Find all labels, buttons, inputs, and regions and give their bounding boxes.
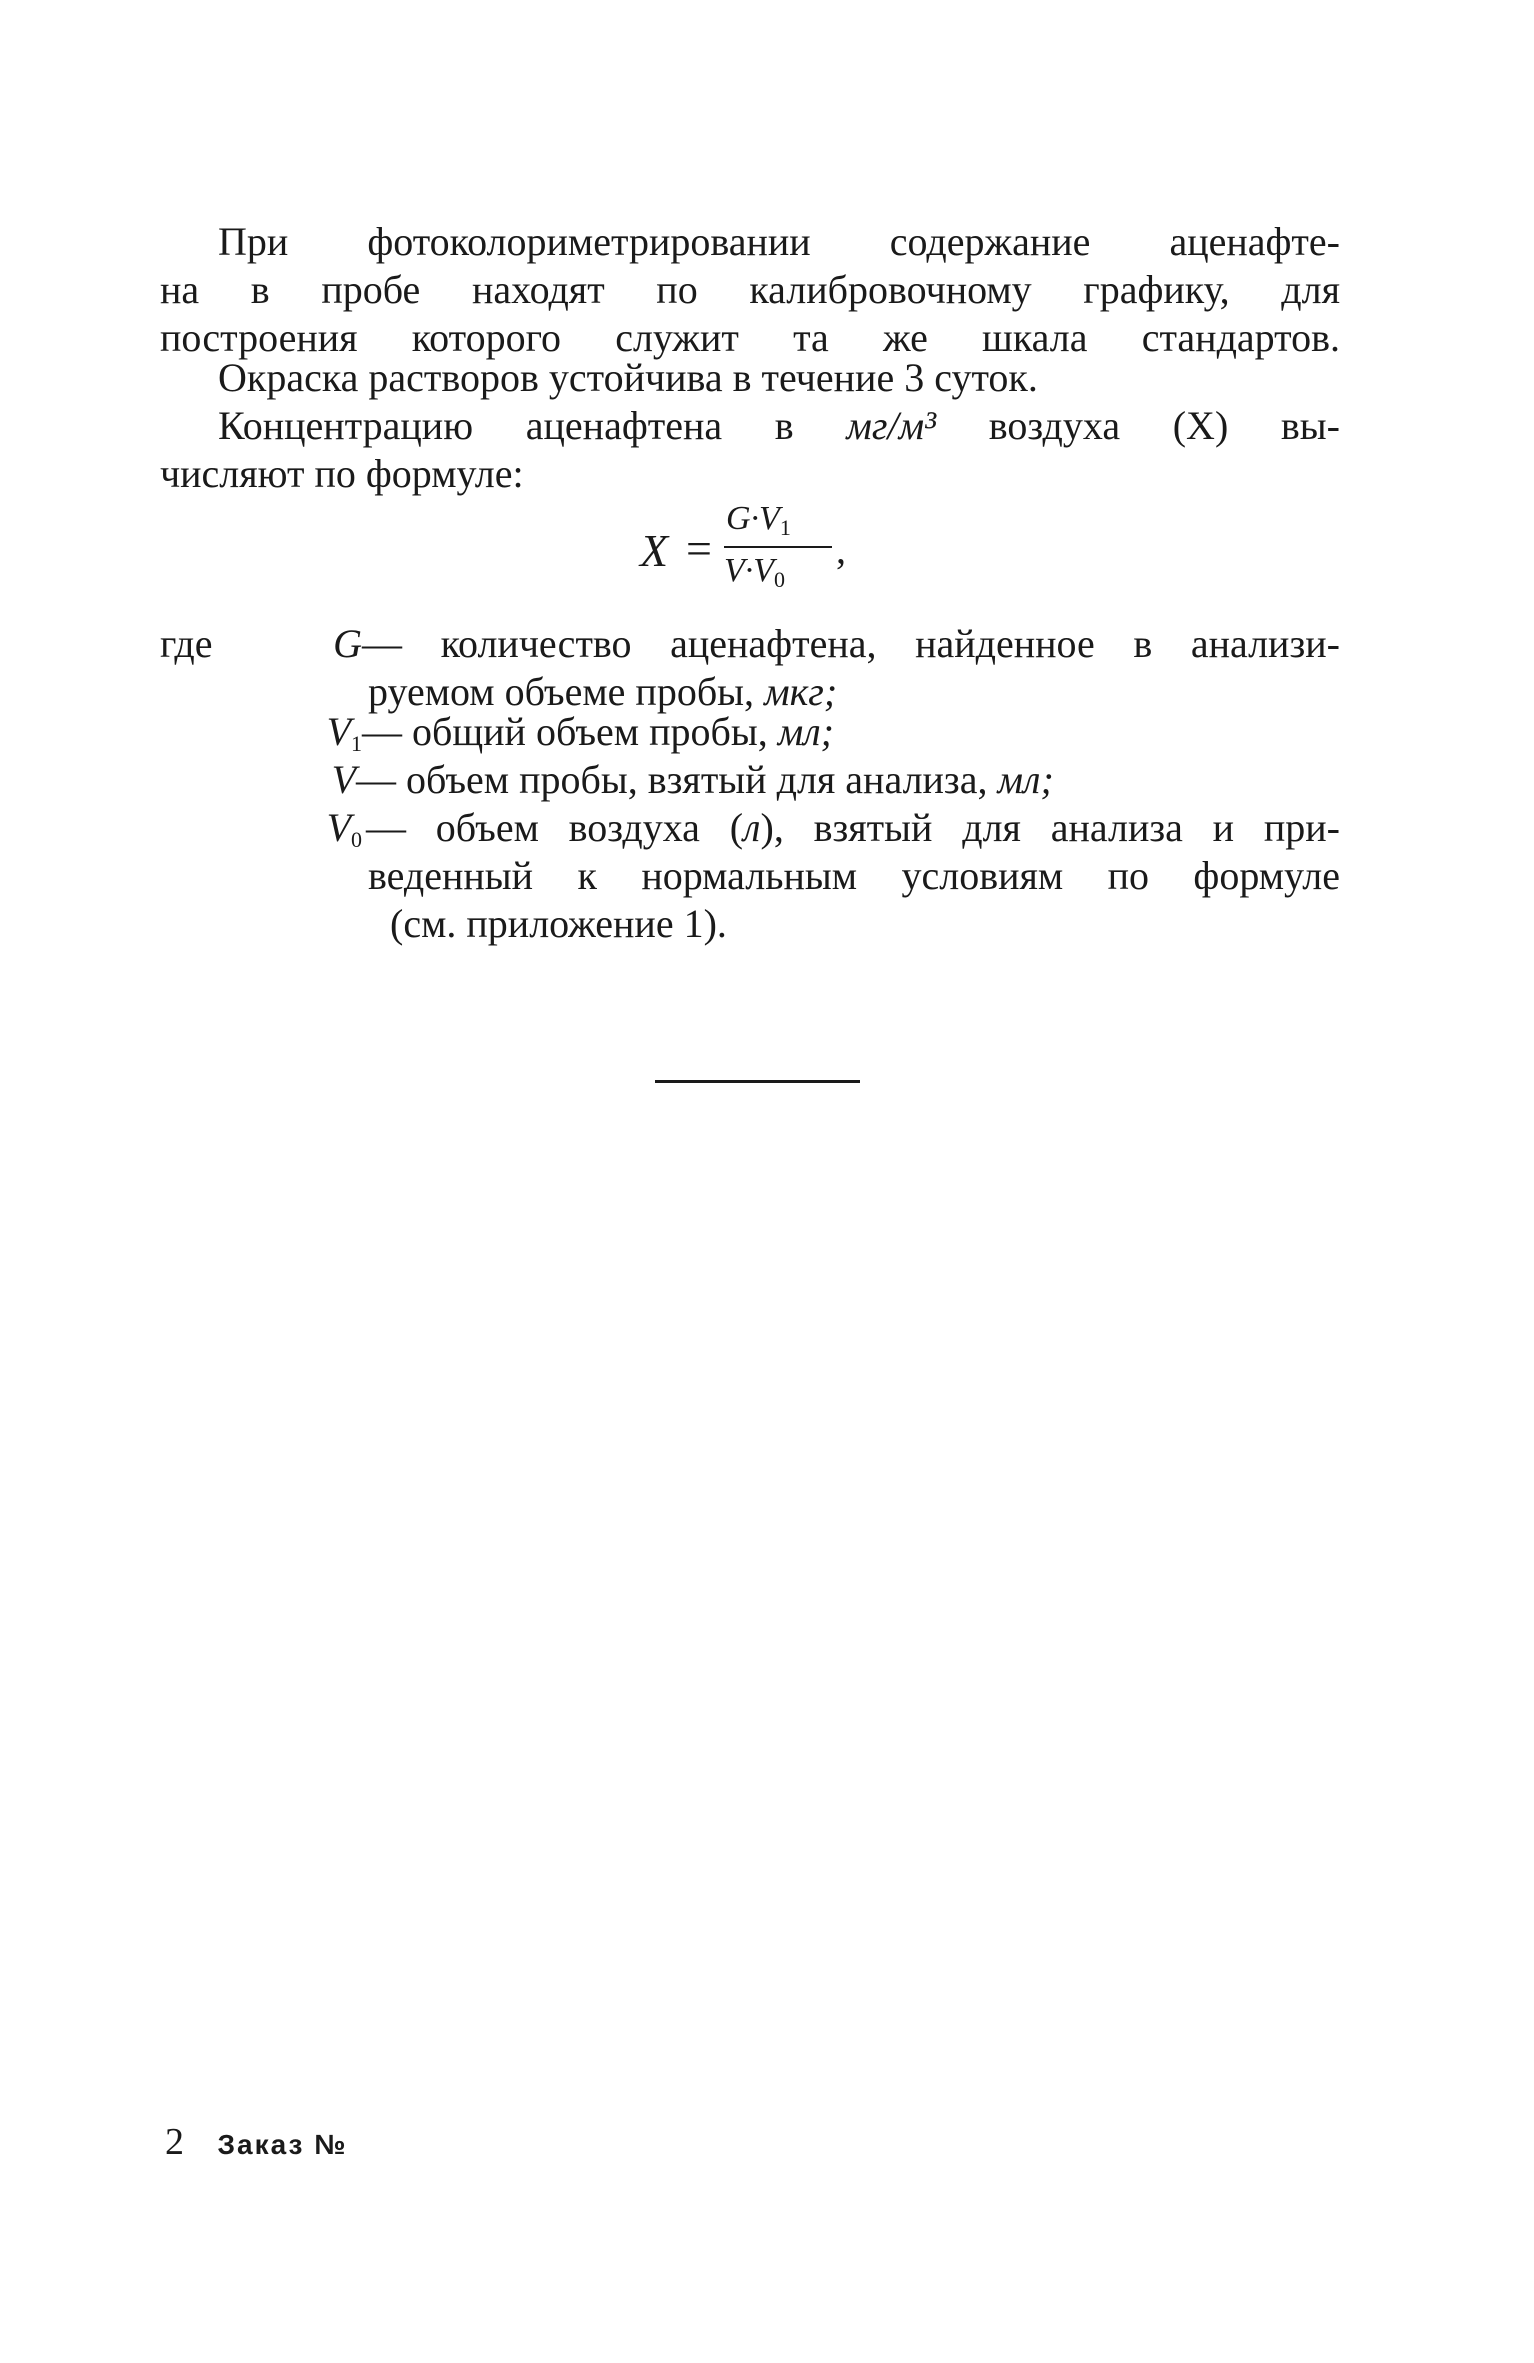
formula-lhs: X	[640, 525, 669, 576]
unit-mg-m3: мг/м³	[846, 403, 937, 448]
paragraph-3-line-2: числяют по формуле:	[160, 451, 524, 496]
fraction-bar	[724, 546, 832, 548]
paragraph-2: Окраска растворов устойчива в течение 3 суток.	[218, 355, 1038, 400]
formula-numerator: $G\cdot V_1$	[726, 500, 791, 540]
section-divider	[655, 1080, 860, 1083]
page-footer	[165, 2120, 347, 2164]
paragraph-1-line-2: на в пробе находят по калибровочному графику, для	[160, 267, 1340, 312]
definition-v0-line-3: (см. приложение 1).	[390, 901, 727, 946]
order-label: Заказ №	[217, 2129, 348, 2160]
definition-v: — объем пробы, взятый для анализа, мл;	[356, 757, 1054, 802]
definition-symbol-v: V	[331, 757, 356, 802]
formula-equals: =	[686, 523, 712, 574]
definition-v0-line-1: — объем воздуха (л), взятый для анализа и при-	[366, 805, 1341, 850]
paragraph-1-line-3: построения которого служит та же шкала стандартов.	[160, 315, 1340, 360]
definition-symbol-g: G	[333, 621, 362, 666]
formula-denominator: $V\cdot V_0$	[724, 552, 786, 592]
definition-g-line-2: руемом объеме пробы, мкг;	[368, 669, 838, 714]
definition-g-line-1: — количество аценафтена, найденное в анализи-	[362, 621, 1340, 666]
definition-v0-line-2: веденный к нормальным условиям по формуле	[368, 853, 1340, 898]
where-label: где	[160, 621, 213, 666]
definition-symbol-v1: $V_1$	[326, 709, 362, 756]
paragraph-3-line-1: Концентрацию аценафтена в мг/м³ воздуха (X) вы-	[218, 403, 1341, 448]
definition-v1: — общий объем пробы, мл;	[362, 709, 834, 754]
formula-comma: ,	[836, 527, 846, 572]
definition-symbol-v0: $V_0$	[326, 805, 362, 852]
concentration-formula	[640, 500, 880, 610]
paragraph-1-line-1: При фотоколориметрировании содержание аценафте-	[218, 219, 1340, 264]
page-number: 2	[165, 2121, 184, 2163]
